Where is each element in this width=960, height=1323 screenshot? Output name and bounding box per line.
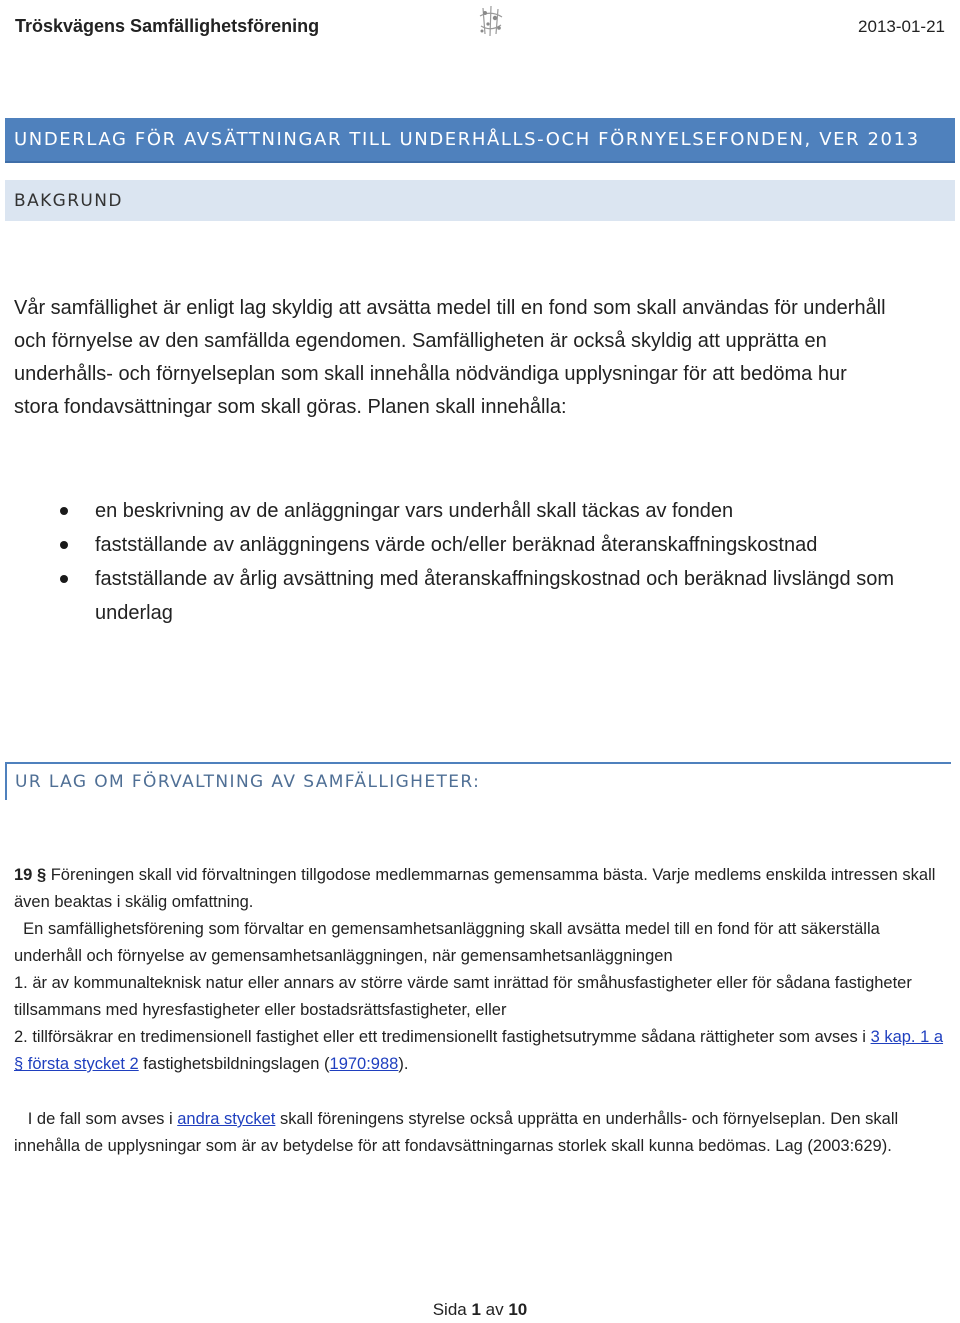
document-date: 2013-01-21 [858, 17, 945, 36]
paragraph-text: I de fall som avses i [27, 1110, 178, 1128]
page-separator: av [480, 1300, 509, 1319]
total-pages: 10 [508, 1300, 528, 1319]
plan-requirements-list [60, 494, 950, 630]
background-banner [5, 180, 955, 221]
intro-line: stora fondavsättningar som skall göras. Planen skall innehålla: [14, 396, 567, 418]
paragraph-text: skall föreningens styrelse också upprätta en underhålls- och förnyelseplan. Den skall innehålla de upplysningar som är av betydelse för att fondavsättningarnas storlek skall kunna bedömas. Lag (2003:629). [14, 1110, 899, 1155]
sfs-number-link[interactable]: 1970:988 [329, 1055, 399, 1073]
item-text: ). [398, 1055, 409, 1073]
law-section-title: UR LAG OM FÖRVALTNING AV SAMFÄLLIGHETER: [15, 772, 481, 792]
law-paragraph-fund [14, 916, 949, 970]
list-item-text: en beskrivning av de anläggningar vars underhåll skall täckas av fonden [95, 500, 734, 522]
organization-name: Tröskvägens Samfällighetsförening [15, 16, 320, 36]
page-header [15, 14, 945, 42]
intro-paragraph [14, 292, 949, 424]
list-item [60, 494, 950, 528]
bullet-icon [60, 575, 68, 583]
intro-line: underhålls- och förnyelseplan som skall innehålla nödvändiga upplysningar för att bedöma hur [14, 363, 847, 385]
paragraph-number: 19 [14, 866, 33, 884]
law-reference-link[interactable]: 3 kap. 1 a § första stycket 2 [14, 1028, 944, 1073]
law-paragraph-plan [14, 1106, 949, 1160]
law-excerpt [14, 862, 949, 1160]
association-logo-icon [471, 4, 511, 40]
intro-line: Vår samfällighet är enligt lag skyldig att avsätta medel till en fond som skall användas för underhåll [14, 297, 886, 319]
document-title: UNDERLAG FÖR AVSÄTTNINGAR TILL UNDERHÅLLS-OCH FÖRNYELSEFONDEN, VER 2013 [14, 129, 920, 150]
title-banner [5, 118, 955, 163]
list-item-text: fastställande av anläggningens värde och/eller beräknad återanskaffningskostnad [95, 534, 818, 556]
law-item-2 [14, 1024, 949, 1078]
second-paragraph-link[interactable]: andra stycket [177, 1110, 276, 1128]
paragraph-spacer [14, 1078, 949, 1106]
intro-line: och förnyelse av den samfällda egendomen. Samfälligheten är också skyldig att upprätta en [14, 330, 827, 352]
bullet-icon [60, 541, 68, 549]
background-heading: BAKGRUND [14, 191, 123, 211]
paragraph-text: En samfällighetsförening som förvaltar en gemensamhetsanläggning skall avsätta medel till en fond för att säkerställa underhåll och förnyelse av gemensamhetsanläggningen, när gemensamhetsanläggningen [14, 920, 880, 965]
bullet-icon [60, 507, 68, 515]
list-item-text: fastställande av årlig avsättning med återanskaffningskostnad och beräknad livslängd som underlag [95, 568, 894, 624]
list-item [60, 528, 950, 562]
page-label: Sida [432, 1300, 472, 1319]
paragraph-text: Föreningen skall vid förvaltningen tillgodose medlemmarnas gemensamma bästa. Varje medlems enskilda intressen skall även beaktas i skälig omfattning. [14, 866, 936, 911]
list-item [60, 562, 950, 630]
law-paragraph-19 [14, 862, 949, 916]
item-text: fastighetsbildningslagen ( [138, 1055, 330, 1073]
law-section-heading [5, 762, 951, 800]
current-page: 1 [471, 1300, 481, 1319]
law-item-1: 1. är av kommunalteknisk natur eller annars av större värde samt inrättad för småhusfastigheter eller för sådana fastigheter tillsammans med hyresfastigheter eller bostadsrättsfastigheter, eller [14, 974, 912, 1019]
item-text: 2. tillförsäkrar en tredimensionell fastighet eller ett tredimensionellt fastighetsutrymme sådana rättigheter som avses i [14, 1028, 871, 1046]
section-sign: § [36, 866, 47, 884]
page-footer [0, 1300, 960, 1320]
